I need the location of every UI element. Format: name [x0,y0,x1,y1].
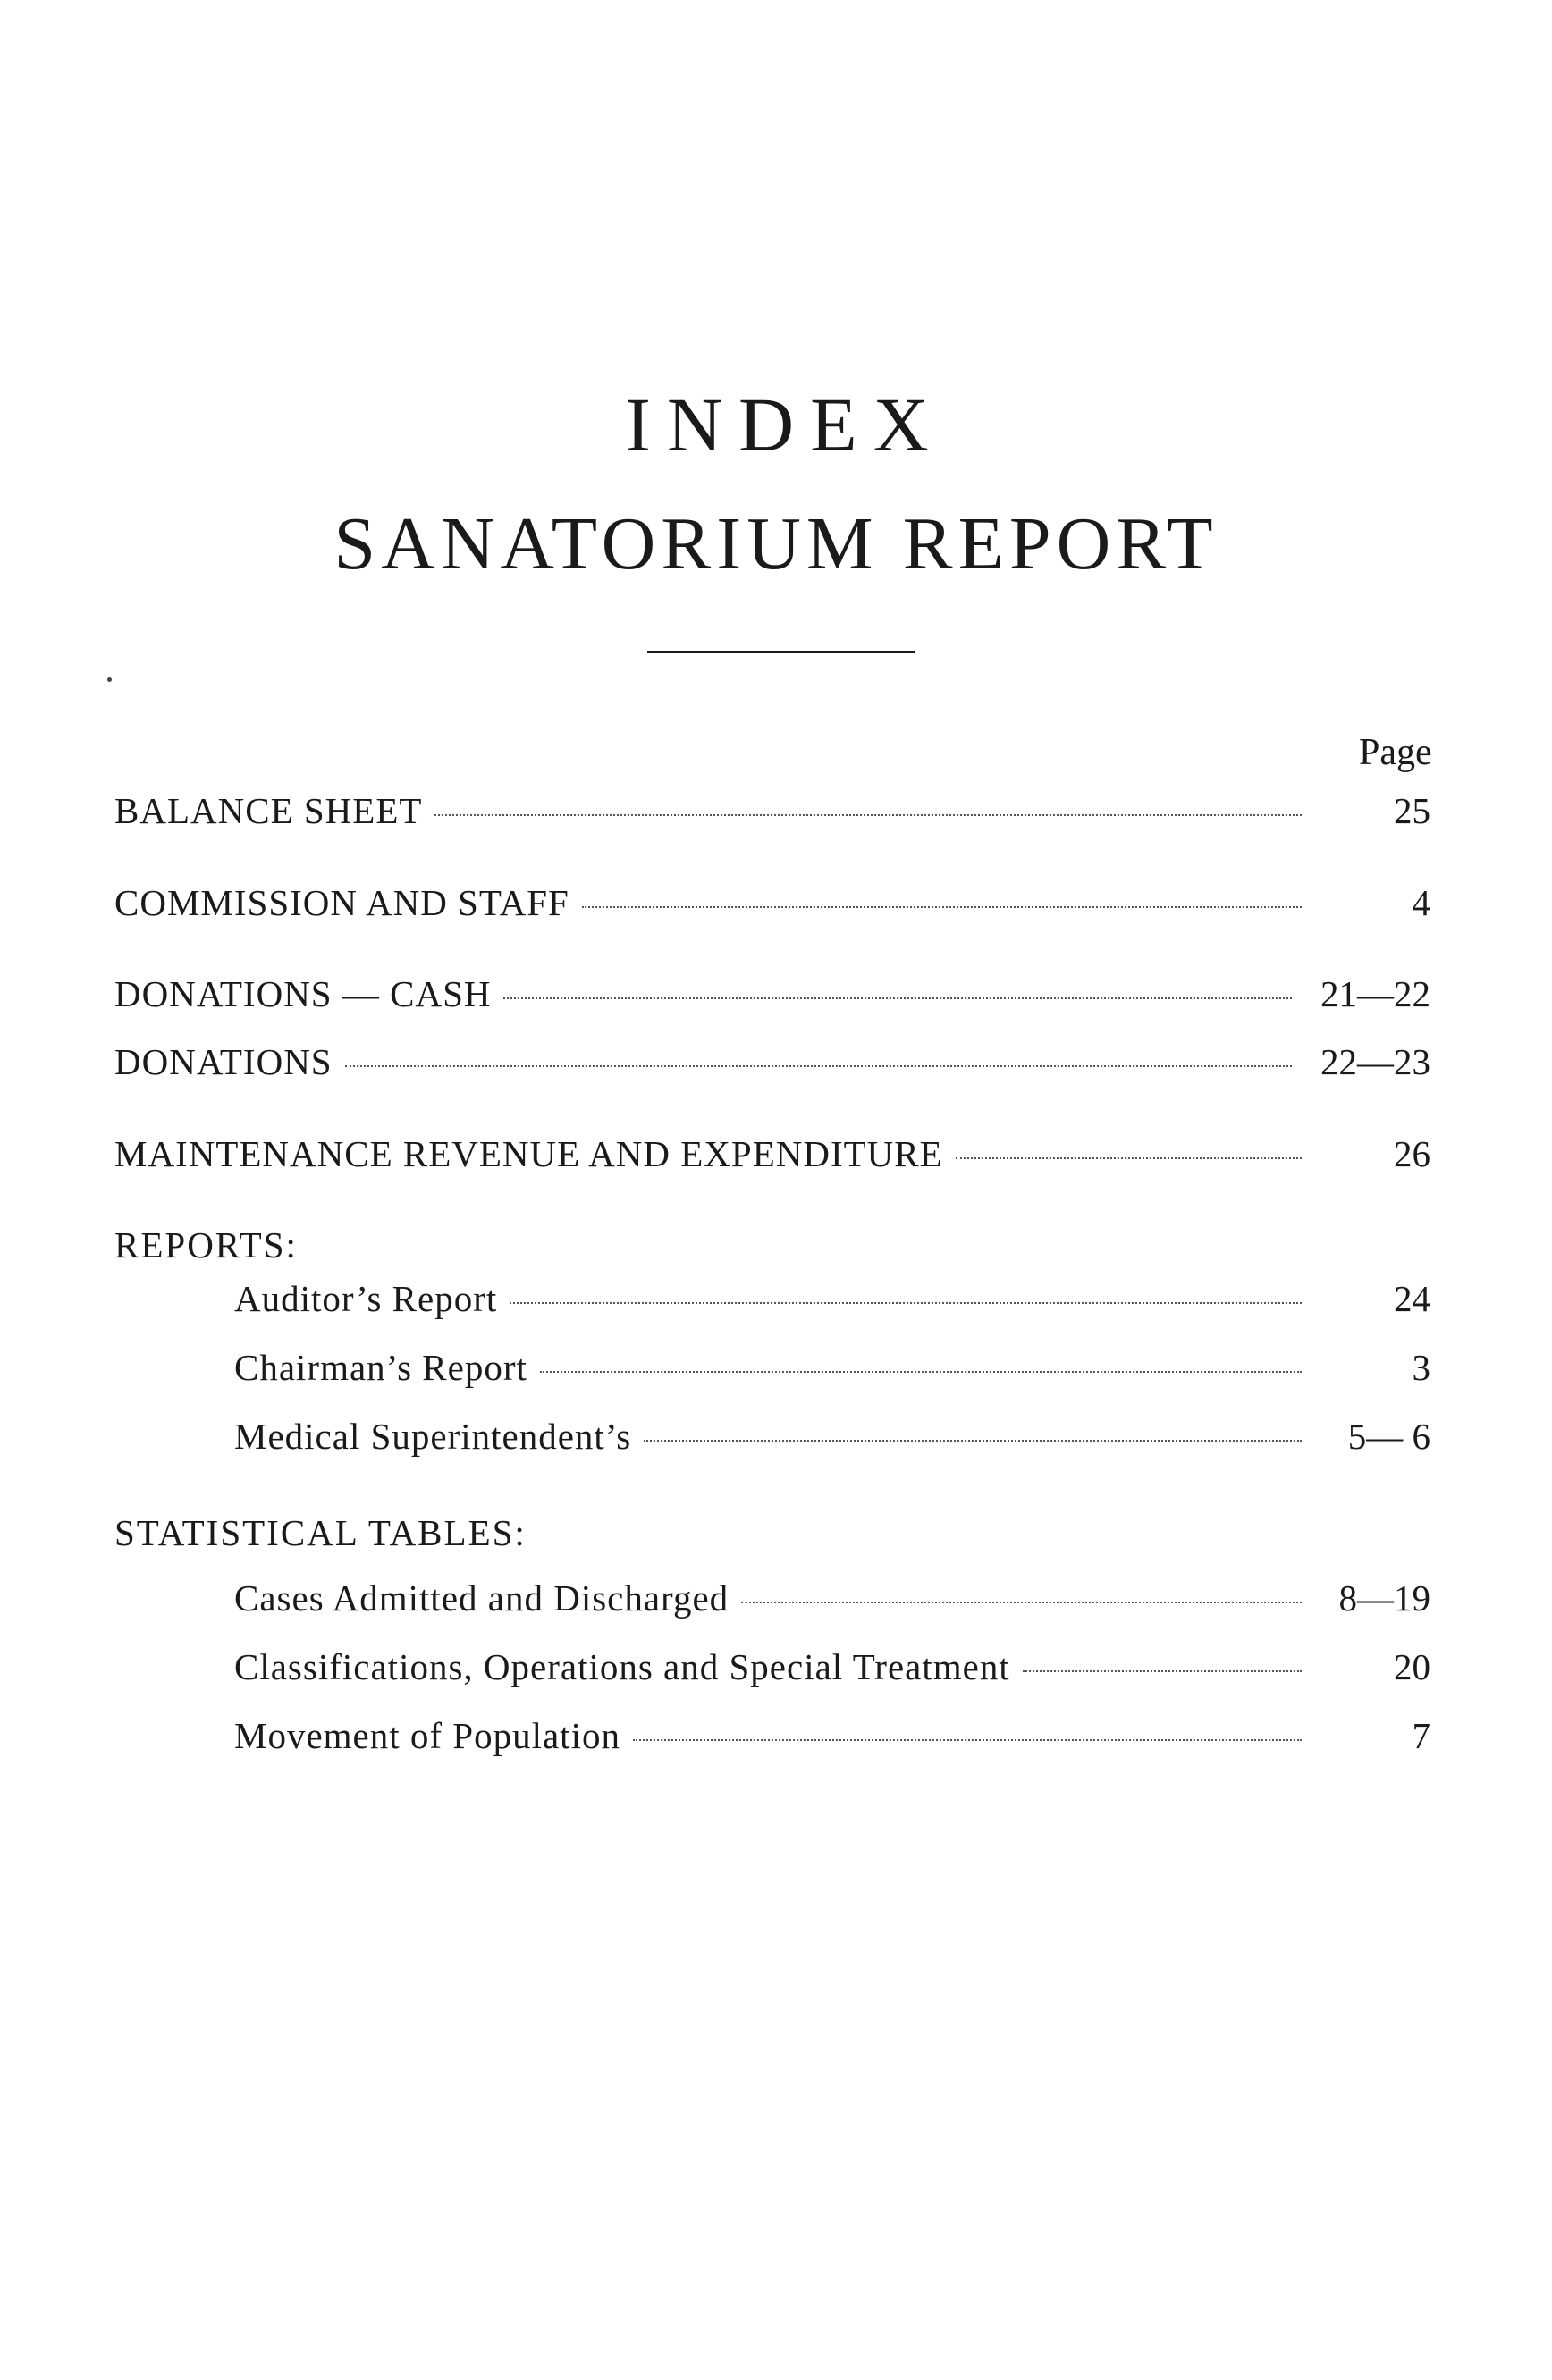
index-entry-medical-superintendents [234,1414,1430,1459]
entry-label: COMMISSION AND STAFF [114,882,569,923]
dot-leader [434,814,1302,816]
dot-leader [503,997,1292,999]
entry-page-number: 8—19 [1338,1577,1430,1619]
entry-page-number: 25 [1394,790,1430,831]
entry-page-number: 7 [1412,1715,1430,1756]
entry-label: Movement of Population [234,1715,620,1756]
dot-leader [956,1157,1302,1159]
index-entry-movement-of-population [234,1713,1430,1758]
page-column-heading: Page [1359,732,1432,773]
entry-page-number: 24 [1394,1278,1430,1319]
entry-label: Auditor’s Report [234,1278,498,1319]
title-divider-rule [647,651,915,653]
entry-label: DONATIONS [114,1041,333,1082]
entry-page-number: 26 [1394,1133,1430,1174]
dot-leader [741,1602,1302,1603]
index-entry-classifications [234,1644,1430,1689]
entry-label: MAINTENANCE REVENUE AND EXPENDITURE [114,1133,943,1174]
entry-page-number: 20 [1394,1646,1430,1687]
entry-label: Classifications, Operations and Special Treatment [234,1646,1010,1687]
dot-leader [345,1065,1292,1067]
entry-label: Medical Superintendent’s [234,1416,632,1457]
reports-section-heading: REPORTS: [114,1224,298,1266]
index-title: INDEX [625,382,945,467]
index-entry-commission-and-staff [114,880,1430,925]
index-entry-chairmans-report [234,1345,1430,1390]
dot-leader [582,906,1302,908]
report-title: SANATORIUM REPORT [333,502,1219,585]
dot-leader [633,1739,1302,1741]
dot-leader [644,1440,1302,1442]
index-entry-cases-admitted [234,1576,1430,1620]
entry-page-number: 3 [1412,1347,1430,1388]
index-entry-auditors-report [234,1276,1430,1321]
entry-label: DONATIONS — CASH [114,973,492,1014]
entry-label: BALANCE SHEET [114,790,423,831]
entry-label: Cases Admitted and Discharged [234,1577,730,1619]
dot-leader [1023,1670,1302,1672]
index-entry-balance-sheet [114,788,1430,833]
entry-page-number: 4 [1412,882,1430,923]
entry-page-number: 21—22 [1320,973,1430,1014]
entry-page-number: 5— 6 [1347,1416,1430,1457]
dot-leader [510,1302,1302,1304]
dot-leader [540,1371,1302,1373]
index-entry-maintenance-revenue [114,1131,1430,1176]
entry-label: Chairman’s Report [234,1347,527,1388]
print-speck [107,677,112,682]
statistical-tables-section-heading: STATISTICAL TABLES: [114,1512,527,1553]
index-entry-donations-cash [114,971,1430,1016]
index-entry-donations [114,1039,1430,1084]
entry-page-number: 22—23 [1320,1041,1430,1082]
